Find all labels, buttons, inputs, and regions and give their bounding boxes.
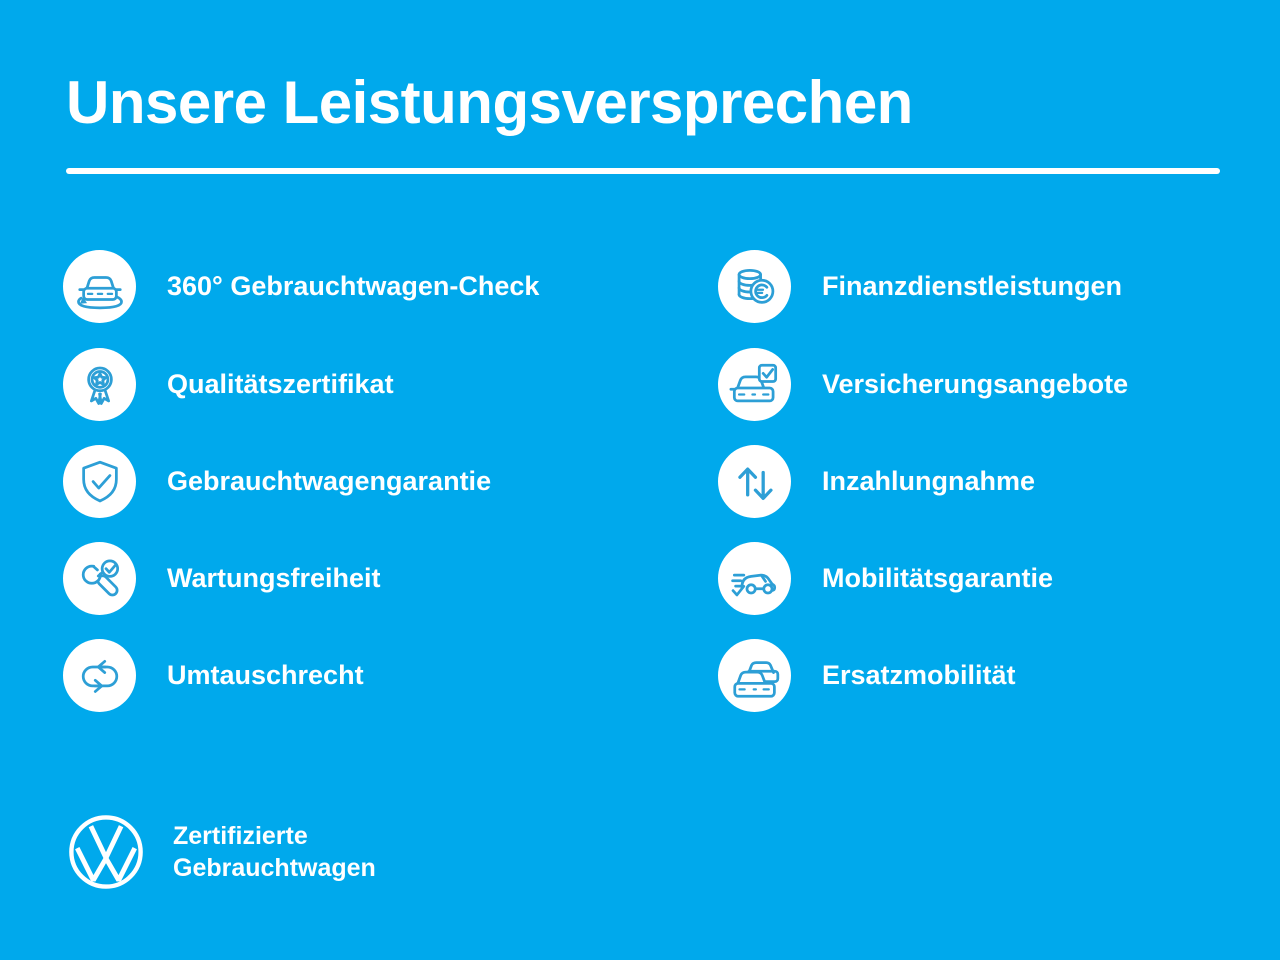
wrench-check-icon bbox=[63, 542, 136, 615]
shield-check-icon bbox=[63, 445, 136, 518]
arrows-up-down-icon bbox=[718, 445, 791, 518]
footer-claim-line1: Zertifizierte bbox=[173, 822, 308, 850]
fast-car-icon bbox=[718, 542, 791, 615]
car-checklist-icon bbox=[718, 348, 791, 421]
promo-item-financial-services bbox=[718, 250, 1122, 323]
promo-label: Gebrauchtwagengarantie bbox=[167, 466, 492, 496]
promo-item-maintenance-freedom bbox=[63, 542, 381, 615]
footer-claim bbox=[173, 820, 376, 884]
footer-brand bbox=[67, 813, 376, 891]
promo-item-quality-certificate bbox=[63, 348, 394, 421]
car-360-icon bbox=[63, 250, 136, 323]
promo-label: Umtauschrecht bbox=[167, 660, 364, 690]
promo-item-insurance-offers bbox=[718, 348, 1128, 421]
replacement-cars-icon bbox=[718, 639, 791, 712]
vw-logo-icon bbox=[67, 813, 145, 891]
footer-claim-line2: Gebrauchtwagen bbox=[173, 854, 376, 882]
promo-item-360-check bbox=[63, 250, 539, 323]
promo-label: Qualitätszertifikat bbox=[167, 369, 394, 399]
promo-item-mobility-warranty bbox=[718, 542, 1053, 615]
page-title: Unsere Leistungsversprechen bbox=[66, 69, 913, 136]
title-divider bbox=[66, 168, 1220, 174]
promo-label: Mobilitätsgarantie bbox=[822, 563, 1054, 593]
exchange-arrows-icon bbox=[63, 639, 136, 712]
promo-label: 360° Gebrauchtwagen-Check bbox=[167, 271, 540, 301]
promo-item-used-car-warranty bbox=[63, 445, 491, 518]
quality-medal-icon bbox=[63, 348, 136, 421]
promo-label: Finanzdienstleistungen bbox=[822, 271, 1123, 301]
promo-item-exchange-right bbox=[63, 639, 364, 712]
promo-item-replacement-mobility bbox=[718, 639, 1016, 712]
promo-label: Versicherungsangebote bbox=[822, 369, 1129, 399]
promo-label: Inzahlungnahme bbox=[822, 466, 1036, 496]
promo-label: Wartungsfreiheit bbox=[167, 563, 381, 593]
coins-euro-icon bbox=[718, 250, 791, 323]
promo-label: Ersatzmobilität bbox=[822, 660, 1016, 690]
promo-item-trade-in bbox=[718, 445, 1035, 518]
